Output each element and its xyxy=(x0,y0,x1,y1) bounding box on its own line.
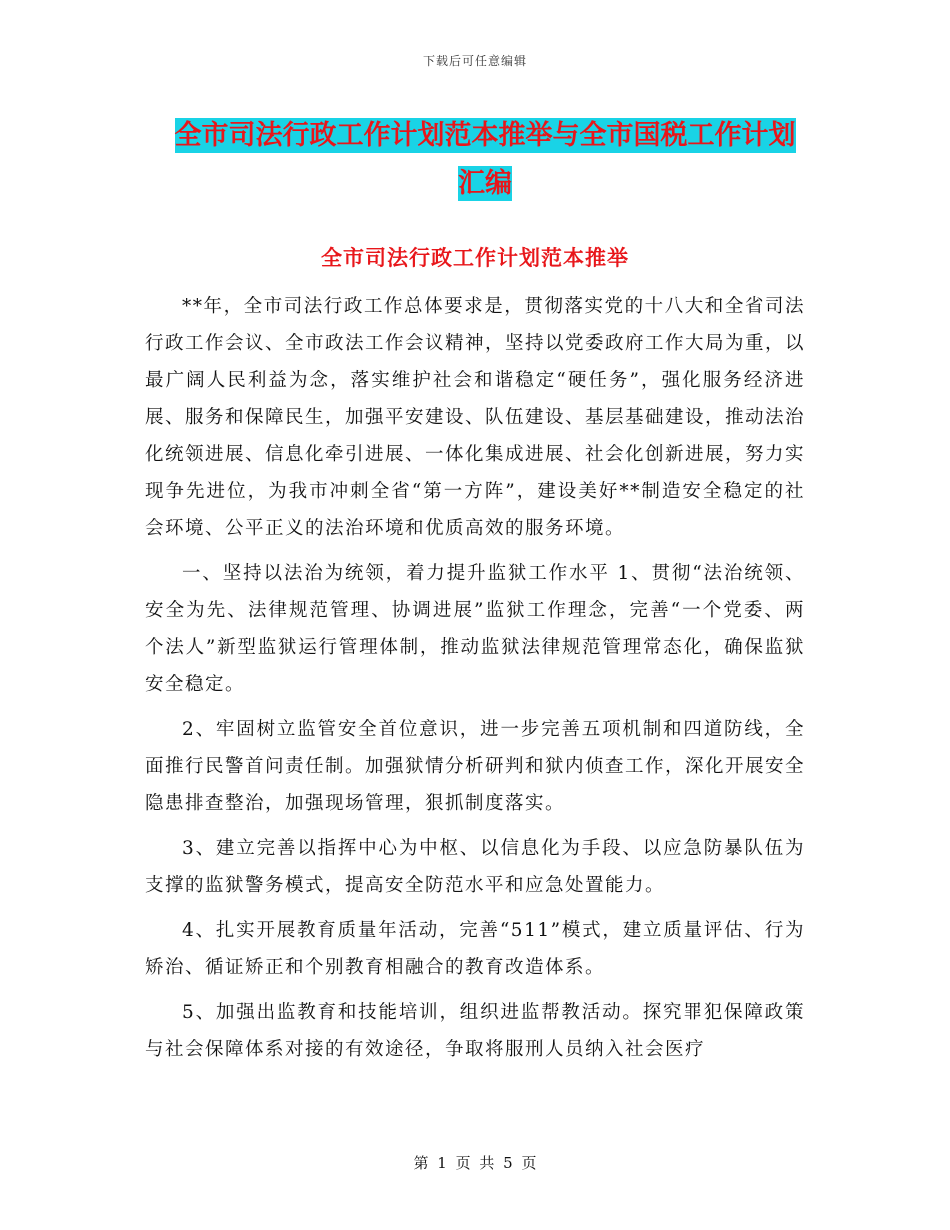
document-title xyxy=(145,112,825,208)
paragraph-4: 3、建立完善以指挥中心为中枢、以信息化为手段、以应急防暴队伍为支撑的监狱警务模式，提高安全防范水平和应急处置能力。 xyxy=(145,838,805,896)
header-note: 下载后可任意编辑 xyxy=(422,54,527,68)
paragraph-2: 一、坚持以法治为统领，着力提升监狱工作水平 1、贯彻“法治统领、安全为先、法律规范管理、协调进展”监狱工作理念，完善“一个党委、两个法人”新型监狱运行管理体制，推动监狱法律规范管理常态化，确保监狱安全稳定。 xyxy=(145,563,805,695)
page-number: 第 1 页 共 5 页 xyxy=(413,1154,537,1172)
paragraph-1: **年，全市司法行政工作总体要求是，贯彻落实党的十八大和全省司法行政工作会议、全市政法工作会议精神，坚持以党委政府工作大局为重，以最广阔人民利益为念，落实维护社会和谐稳定“硬任务”，强化服务经济进展、服务和保障民生，加强平安建设、队伍建设、基层基础建设，推动法治化统领进展、信息化牵引进展、一体化集成进展、社会化创新进展，努力实现争先进位，为我市冲刺全省“第一方阵”，建设美好**制造安全稳定的社会环境、公平正义的法治环境和优质高效的服务环境。 xyxy=(145,296,806,539)
paragraph-3: 2、牢固树立监管安全首位意识，进一步完善五项机制和四道防线，全面推行民警首问责任制。加强狱情分析研判和狱内侦查工作，深化开展安全隐患排查整治，加强现场管理，狠抓制度落实。 xyxy=(145,719,806,814)
section-title: 全市司法行政工作计划范本推举 xyxy=(321,246,629,270)
paragraph-6: 5、加强出监教育和技能培训，组织进监帮教活动。探究罪犯保障政策与社会保障体系对接的有效途径，争取将服刑人员纳入社会医疗 xyxy=(145,1002,805,1060)
document-body xyxy=(145,288,805,1076)
title-line-1: 全市司法行政工作计划范本推举与全市国税工作计划 xyxy=(174,120,796,151)
title-line-2: 汇编 xyxy=(458,168,512,199)
paragraph-5: 4、扎实开展教育质量年活动，完善“511”模式，建立质量评估、行为矫治、循证矫正和个别教育相融合的教育改造体系。 xyxy=(145,920,805,978)
